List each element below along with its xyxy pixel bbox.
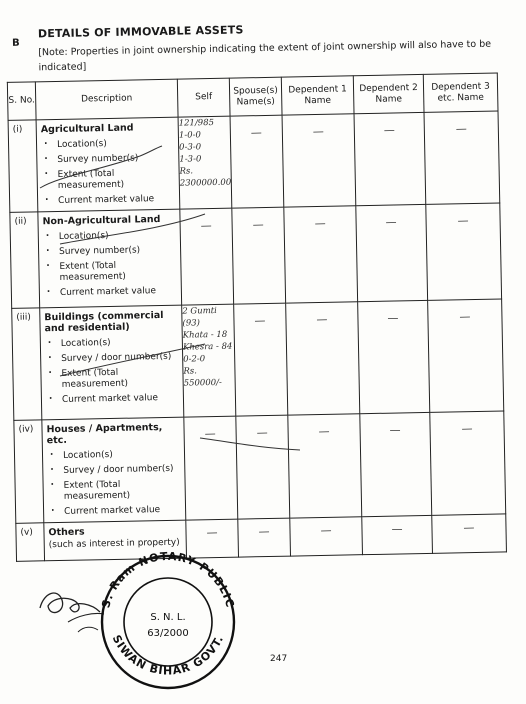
blank-dash: — [314, 216, 326, 231]
blank-dash: — [387, 311, 399, 325]
handwritten-entry: 2 Gumti (93) [182, 305, 217, 329]
list-item: · Extent (Total measurement) [42, 168, 179, 193]
row-category: Non-Agricultural Land [42, 214, 161, 228]
blank-dash: — [383, 123, 395, 137]
section-note: [Note: Properties in joint ownership indicating the extent of joint ownership will also have to be indicated] [38, 38, 492, 74]
blank-dash: — [455, 122, 467, 136]
blank-dash: — [459, 310, 471, 324]
list-item: · Survey / door number(s) [47, 464, 184, 478]
list-item: · Extent (Total measurement) [43, 260, 180, 285]
blank-dash: — [312, 124, 324, 139]
blank-dash: — [391, 522, 403, 536]
stamp-reg: S. N. L. [150, 612, 186, 623]
list-item: · Location(s) [45, 337, 182, 351]
list-item: · Survey number(s) [43, 245, 180, 259]
header-self: Self [177, 78, 230, 117]
blank-dash: — [463, 521, 475, 535]
stamp-bottom-text: SIWAN BIHAR GOVT. [109, 632, 227, 678]
list-item: · Extent (Total measurement) [48, 479, 185, 504]
blank-dash: — [254, 314, 266, 328]
blank-dash: — [256, 425, 268, 440]
row-sno: (v) [16, 523, 45, 562]
blank-dash: — [320, 523, 332, 537]
blank-dash: — [457, 214, 469, 228]
row-category: Buildings (commercial and residential) [44, 309, 164, 335]
blank-dash: — [258, 524, 270, 539]
page-number: 247 [270, 654, 288, 664]
row-category: Agricultural Land [40, 122, 134, 136]
row-category: Others [48, 526, 85, 539]
header-description: Description [35, 79, 178, 120]
row-sno: (iv) [14, 420, 44, 524]
blank-dash: — [206, 525, 218, 540]
handwritten-entry: 1-0-0 [178, 130, 201, 141]
handwritten-entry: 121/985 [178, 117, 215, 129]
list-item: · Location(s) [41, 138, 178, 152]
blank-dash: — [389, 423, 401, 437]
list-item: · Survey number(s) [41, 153, 178, 167]
handwritten-entry: Rs. 550000/- [183, 366, 222, 389]
row-category: Houses / Apartments, etc. [46, 422, 163, 447]
stamp-top-text: S. Ram NOTARY PUBLIC [99, 549, 237, 610]
blank-dash: — [250, 126, 262, 140]
handwritten-entry: 1-3-0 [179, 154, 202, 165]
handwritten-entry: 0-3-0 [179, 142, 202, 153]
handwritten-entry: Khesra - 84 [182, 341, 233, 353]
list-item: · Survey / door number(s) [45, 352, 182, 366]
list-item: · Current market value [44, 286, 181, 300]
header-spouse: Spouse(s) Name(s) [229, 77, 282, 116]
header-dependent-1: Dependent 1 Name [281, 76, 354, 115]
blank-dash: — [385, 215, 397, 229]
blank-dash: — [204, 426, 216, 441]
header-sno: S. No. [7, 82, 36, 121]
header-dependent-2: Dependent 2 Name [353, 74, 424, 113]
list-item: · Extent (Total measurement) [45, 367, 182, 392]
blank-dash: — [252, 218, 264, 232]
blank-dash: — [461, 422, 473, 436]
list-item: · Location(s) [43, 230, 180, 244]
row-sno: (iii) [12, 308, 42, 421]
row-sno: (i) [8, 120, 38, 213]
blank-dash: — [318, 424, 330, 439]
row-subtext: (such as interest in property) [48, 537, 180, 551]
handwritten-entry: Rs. 2300000.00 [179, 166, 232, 189]
header-dependent-3: Dependent 3 etc. Name [423, 73, 498, 112]
blank-dash: — [316, 312, 328, 327]
section-letter: B [12, 37, 20, 49]
stamp-reg-no: 63/2000 [147, 628, 189, 639]
list-item: · Location(s) [47, 449, 184, 463]
handwritten-entry: Khata - 18 [182, 329, 228, 341]
list-item: · Current market value [48, 505, 185, 519]
blank-dash: — [200, 219, 212, 233]
row-sno: (ii) [10, 212, 40, 309]
list-item: · Current market value [42, 194, 179, 208]
handwritten-entry: 0-2-0 [183, 354, 206, 365]
list-item: · Current market value [46, 393, 183, 407]
section-title: DETAILS OF IMMOVABLE ASSETS [37, 23, 244, 41]
svg-text:S. Ram NOTARY PUBLIC [99, 550, 236, 610]
